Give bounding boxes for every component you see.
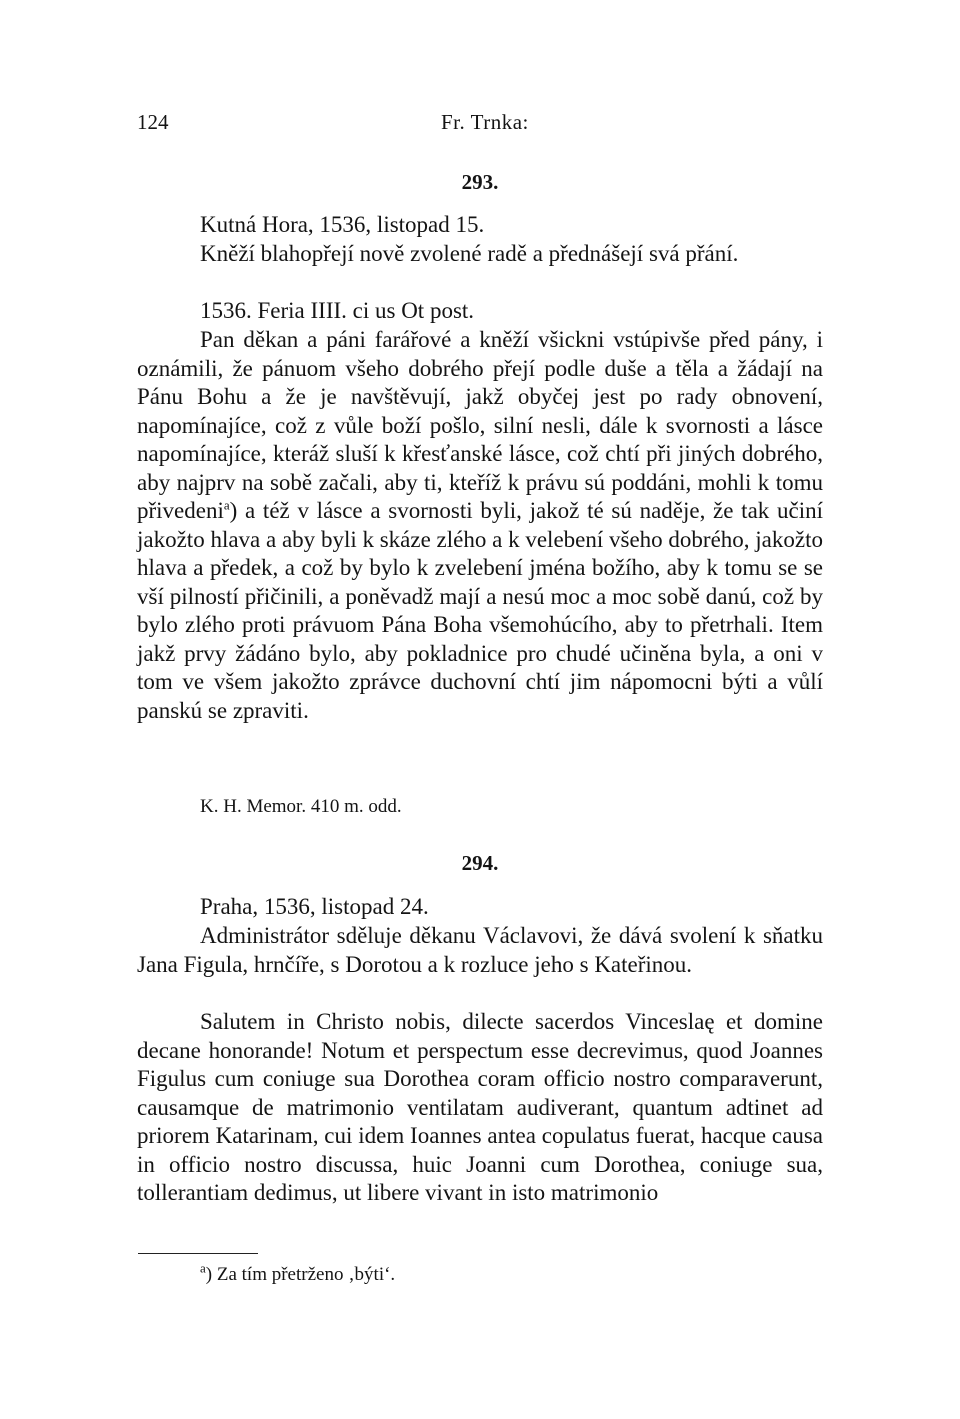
doc293-summary: Kněží blahopřejí nově zvolené radě a přednášejí svá přání. [200, 241, 739, 266]
footnote-marker: a [223, 497, 230, 513]
document-number-293: 293. [461, 170, 499, 194]
footnote-text: ) Za tím přetrženo ‚býti‘. [205, 1264, 396, 1285]
doc294-body: Salutem in Christo nobis, dilecte sacerdos Vinceslaę et domine decane honorande! Notum et perspectum esse decrevimus, quod Joannes Figulus cum coniuge sua Dorothea coram officio nostro comparaverunt, causamque de matrimonio ventilatam audiverant, quantum adtinet ad priorem Katarinam, cui idem Ioannes antea copulatus fuerat, hacque causa in officio nostro discussa, huic Joanni cum Dorothea, coniuge sua, tollerantiam dedimus, ut libere vivant in isto matrimonio [137, 1009, 823, 1205]
doc293-place-date: Kutná Hora, 1536, listopad 15. [200, 212, 485, 237]
footnote-note-marker: a [200, 1260, 206, 1276]
doc293-body [137, 326, 823, 725]
doc293-body-part2: ) a též v lásce a svornosti byli, jakož té sú naděje, že tak učiní jakožto hlava a aby byli k skáze zlého a k velebení všeho dobrého, jakožto hlava a předek, a což by bylo k zvelebení jména božího, aby k tomu se se vší pilností přičinili, a poněvadž mají a nesú moc a moc sobě danú, což by bylo zlého proti právuom Pána Boha všemohúcího, aby to přetrhali. Item jakž prvy žádáno bylo, aby pokladnice pro chudé učiněna byla, a oni v tom ve všem jakožto zprávce duchovní chtí jim nápomocni býti a vůlí panskú se zpraviti. [137, 498, 823, 723]
doc293-source: K. H. Memor. 410 m. odd. [200, 796, 402, 817]
doc293-date-latin: 1536. Feria IIII. ci us Ot post. [200, 298, 475, 323]
page-header [137, 110, 823, 140]
doc294-summary: Administrátor sděluje děkanu Václavovi, že dává svolení k sňatku Jana Figula, hrnčíře, s Dorotou a k rozluce jeho s Kateřinou. [137, 923, 823, 977]
footnote-divider [138, 1253, 258, 1254]
footnote [200, 1260, 396, 1286]
doc294-place-date: Praha, 1536, listopad 24. [200, 894, 429, 919]
running-head: Fr. Trnka: [441, 110, 529, 134]
document-number-294: 294. [461, 851, 499, 875]
doc293-body-part1: Pan děkan a páni farářové a kněží všickni vstúpivše před pány, i oznámili, že pánuom všeho dobrého přejí podle duše a těla a žádají na Pánu Bohu a že je navštěvují, jakž obyčej jest po rady obnovení, napomínajíce, což z vůle boží pošlo, silní nesli, dále k svornosti a lásce napomínajíce, kteráž sluší k křesťanské lásce, což chtí při jiných dobrého, aby najprv na sobě začali, aby ti, kteříž k právu sú poddáni, mohli k tomu přivedeni [137, 327, 823, 523]
page-number: 124 [137, 110, 169, 134]
